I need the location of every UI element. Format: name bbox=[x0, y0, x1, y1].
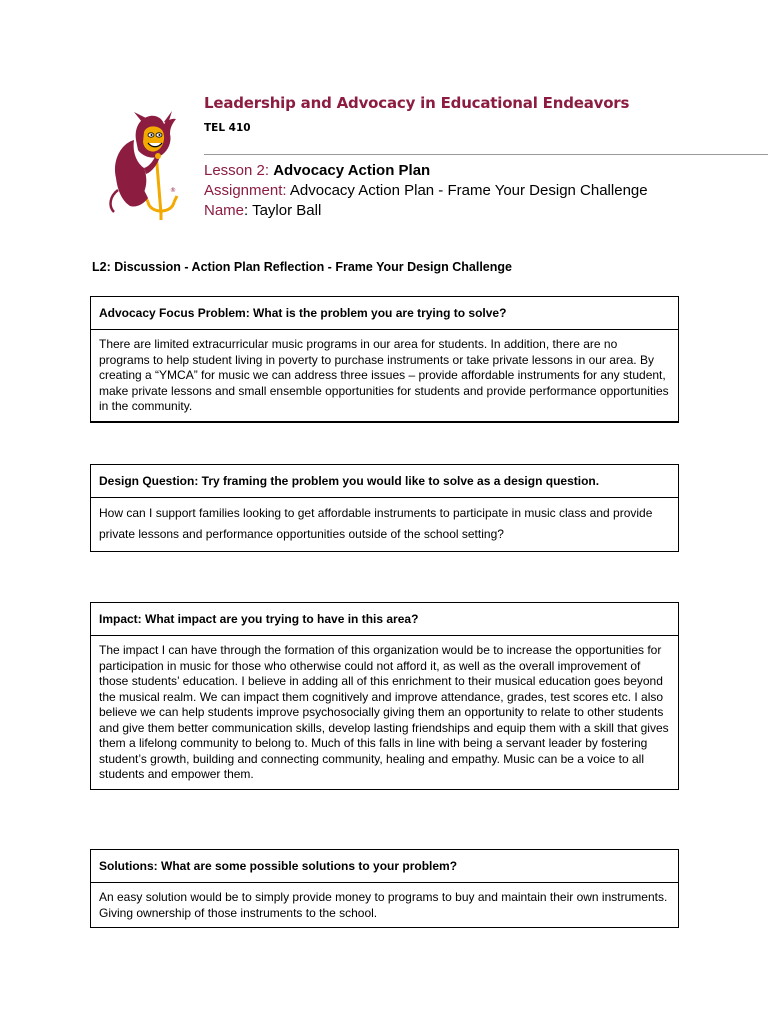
section-answer: The impact I can have through the formation of this organization would be to increase the opportunities for participation in music for those who otherwise could not afford it, as well as the overall improvement of those students’ education. I believe in adding all of this enrichment to their musical education goes beyond the musical realm. We can impact them cognitively and improve attendance, grades, test scores etc. I also believe we can help students improve psychosocially giving them an opportunity to relate to other students and give them better communication skills, develop lasting friendships and equip them with a skill that gives them a lifelong community to belong to. Much of this falls in line with being a servant leader by fostering student’s growth, building and connecting community, healing and empathy. Music can be a voice to all students and empower them. bbox=[99, 643, 669, 781]
course-title: Leadership and Advocacy in Educational Endeavors bbox=[204, 94, 630, 112]
section-answer: How can I support families looking to get affordable instruments to participate in music class and provide private lessons and performance opportunities outside of the school setting? bbox=[99, 506, 653, 541]
lesson-value: Advocacy Action Plan bbox=[273, 162, 431, 179]
name-value: : Taylor Ball bbox=[244, 202, 322, 219]
discussion-heading: L2: Discussion - Action Plan Reflection - Frame Your Design Challenge bbox=[92, 260, 512, 274]
section-answer: There are limited extracurricular music programs in our area for students. In addition, there are no programs to help student living in poverty to purchase instruments or take private lessons in our area. By creating a “YMCA” for music we can address three issues – provide affordable instruments for any student, make private lessons and small ensemble opportunities for students and provide performance opportunities in the community. bbox=[99, 337, 669, 413]
sun-devil-mascot-icon bbox=[104, 110, 204, 222]
assignment-value: Advocacy Action Plan - Frame Your Design Challenge bbox=[289, 182, 648, 199]
section-focus-problem bbox=[90, 296, 679, 423]
lesson-label: Lesson 2: bbox=[204, 162, 270, 179]
name-line bbox=[204, 201, 321, 221]
section-question: Solutions: What are some possible solutions to your problem? bbox=[91, 850, 678, 883]
section-design-question bbox=[90, 464, 679, 552]
section-question: Design Question: Try framing the problem you would like to solve as a design question. bbox=[91, 465, 678, 498]
name-label: Name bbox=[204, 202, 245, 219]
section-impact bbox=[90, 602, 679, 790]
assignment-label: Assignment: bbox=[204, 182, 287, 199]
assignment-line bbox=[204, 181, 648, 201]
section-solutions bbox=[90, 849, 679, 928]
svg-text:®: ® bbox=[170, 187, 176, 194]
section-answer: An easy solution would be to simply provide money to programs to buy and maintain their own instruments. Giving ownership of those instruments to the school. bbox=[99, 890, 668, 920]
section-question: Impact: What impact are you trying to have in this area? bbox=[91, 603, 678, 636]
section-question: Advocacy Focus Problem: What is the problem you are trying to solve? bbox=[91, 297, 678, 330]
header-divider bbox=[204, 154, 768, 155]
lesson-line bbox=[204, 161, 430, 181]
course-code: TEL 410 bbox=[204, 122, 251, 134]
